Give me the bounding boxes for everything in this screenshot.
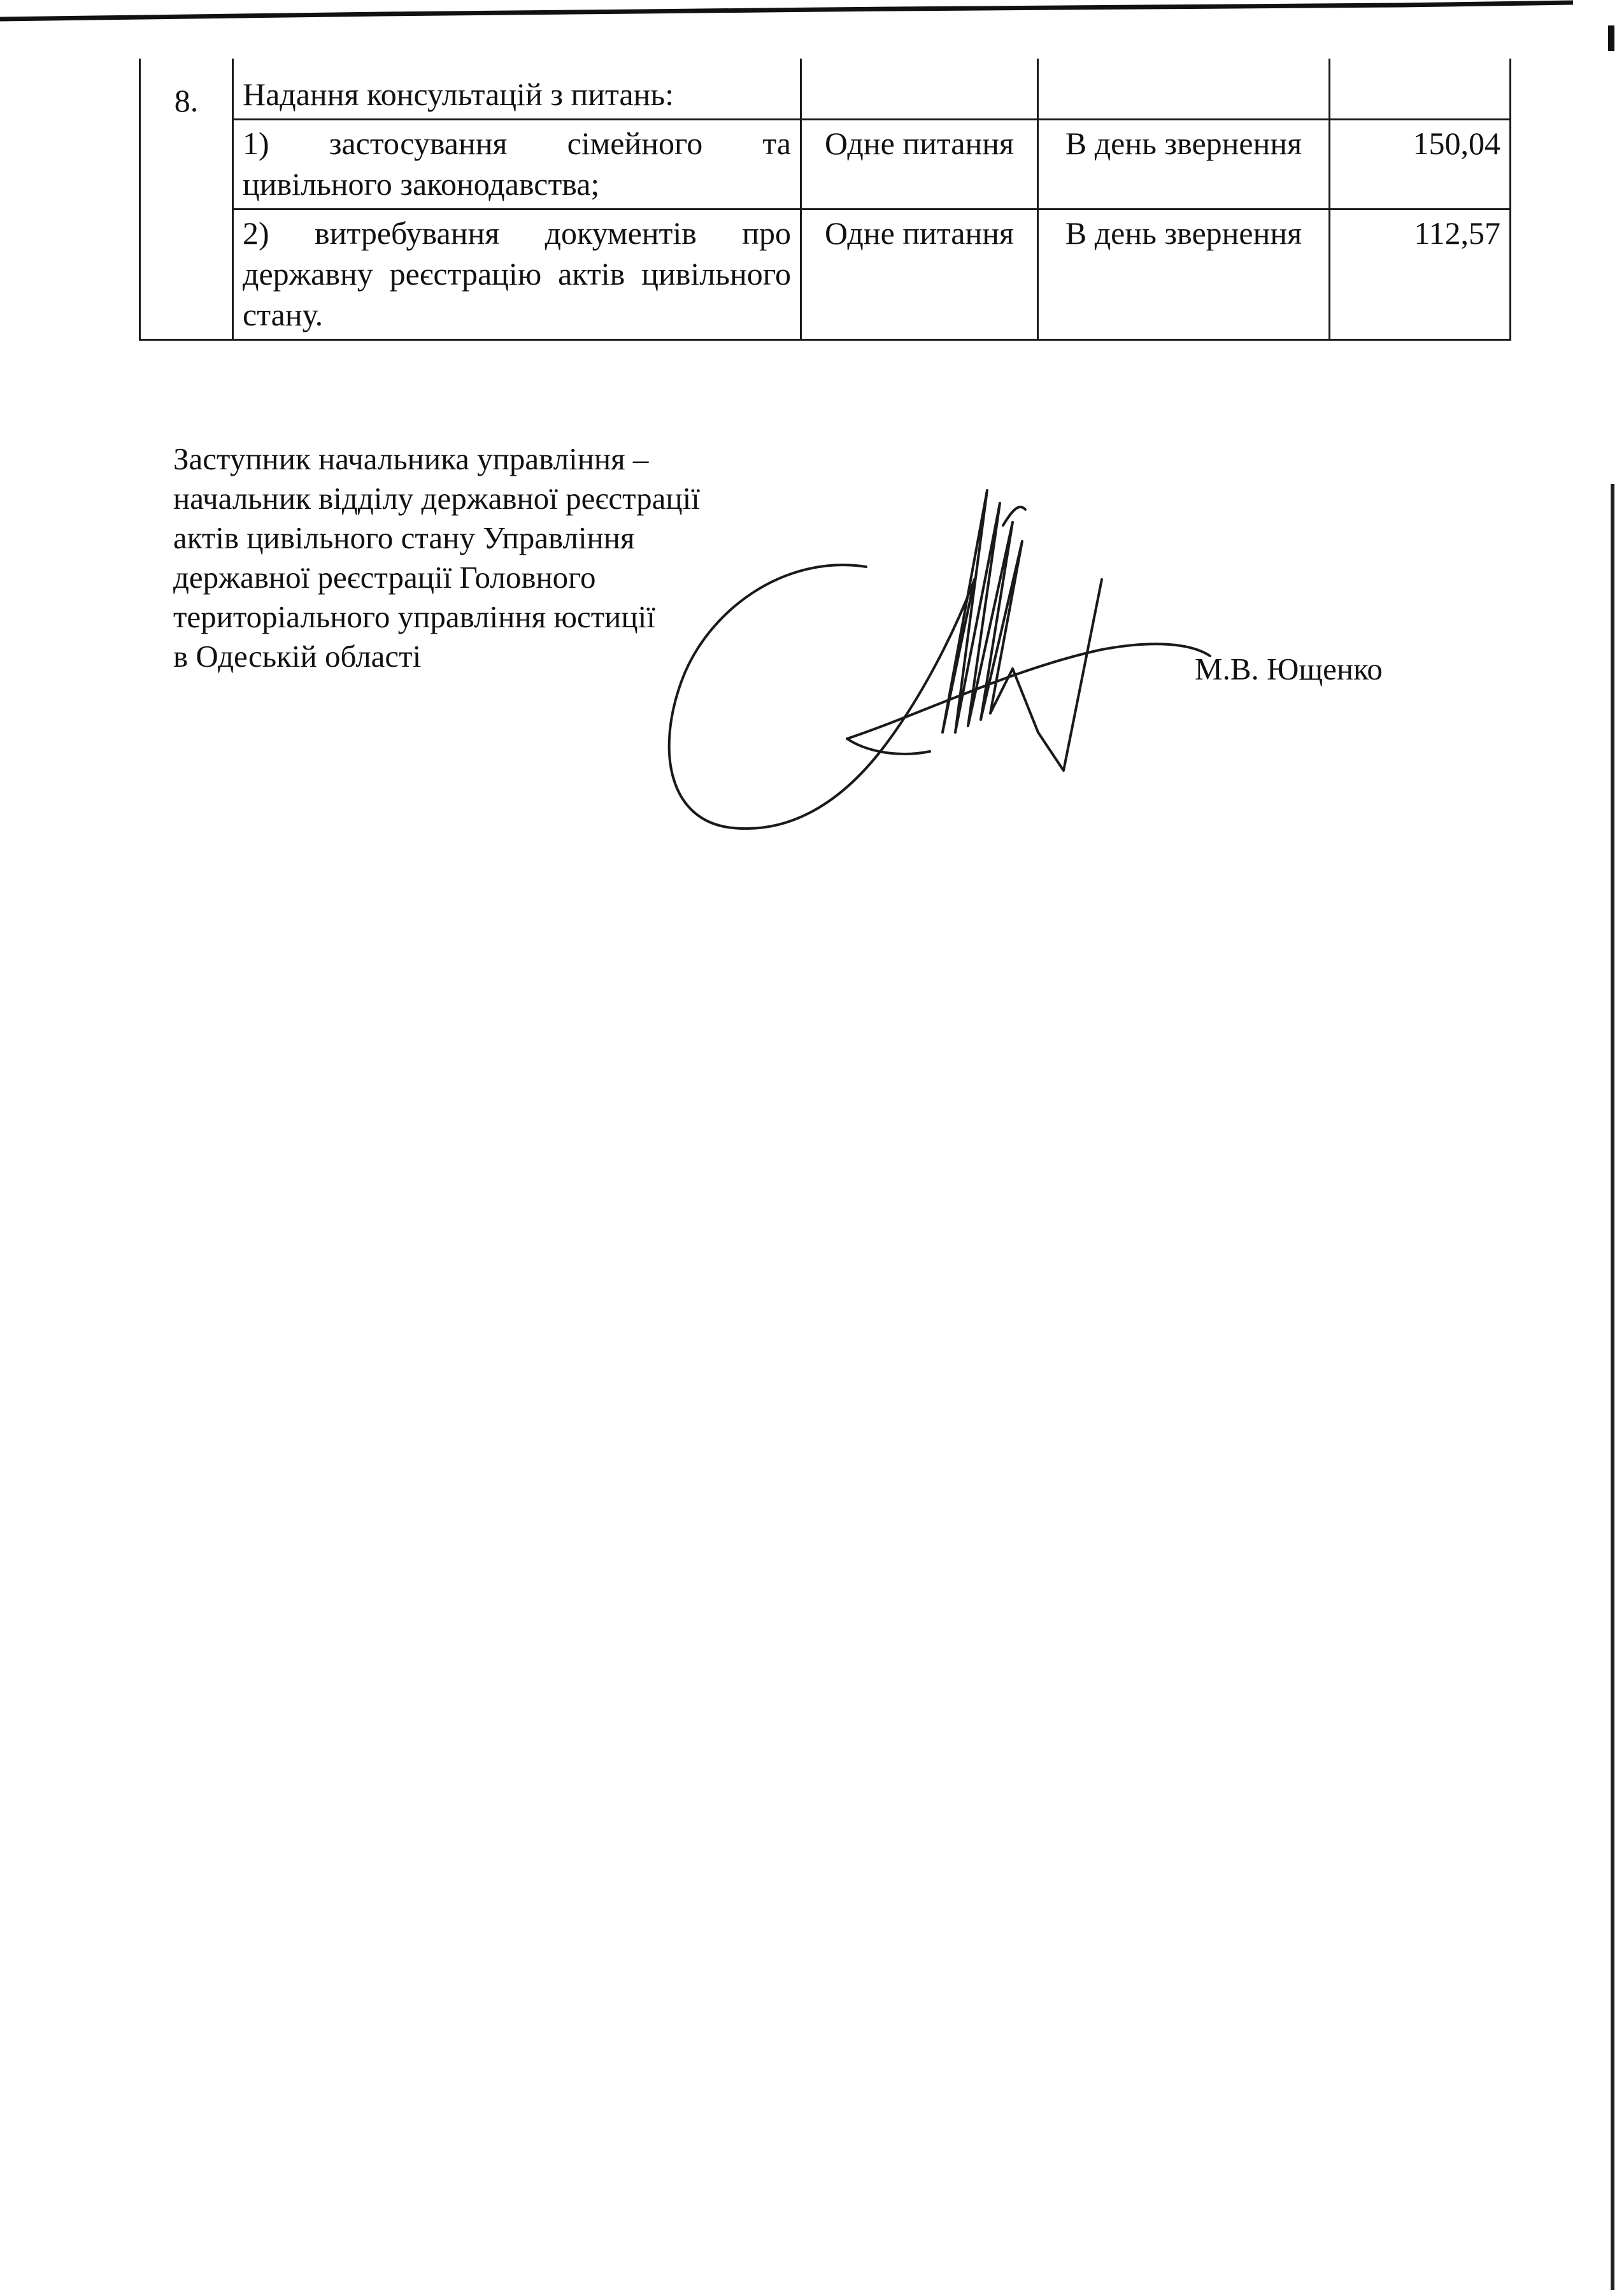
term-cell: В день звернення bbox=[1038, 120, 1330, 210]
row-number: 8. bbox=[174, 83, 199, 118]
price-cell bbox=[1330, 59, 1511, 120]
description-cell: 1) застосування сімейного та цивільного законодавства; bbox=[233, 120, 801, 210]
scan-edge-right bbox=[1602, 25, 1624, 2265]
signatory-title-line: актів цивільного стану Управління bbox=[173, 520, 635, 555]
services-table bbox=[139, 59, 1511, 341]
scan-edge-right-line bbox=[1611, 484, 1614, 2290]
section-heading: Надання консультацій з питань: bbox=[243, 76, 674, 112]
signatory-title-line: територіального управління юстиції bbox=[173, 599, 655, 634]
description-cell: 2) витребування документів про державну реєстрацію актів цивільного стану. bbox=[233, 210, 801, 340]
price-cell: 112,57 bbox=[1330, 210, 1511, 340]
unit-cell: Одне питання bbox=[801, 120, 1038, 210]
table-row bbox=[140, 120, 1511, 210]
handwritten-signature bbox=[656, 465, 1229, 847]
description-cell bbox=[233, 59, 801, 120]
row-number-cell bbox=[140, 59, 233, 340]
scan-edge-top bbox=[0, 0, 1573, 25]
signatory-title-line: в Одеській області bbox=[173, 639, 422, 674]
signatory-title-line: державної реєстрації Головного bbox=[173, 560, 596, 595]
scan-edge-corner bbox=[1608, 25, 1614, 51]
unit-cell bbox=[801, 59, 1038, 120]
table-row bbox=[140, 59, 1511, 120]
signatory-title-line: Заступник начальника управління – bbox=[173, 441, 649, 476]
signatory-title-line: начальник відділу державної реєстрації bbox=[173, 481, 700, 516]
unit-cell: Одне питання bbox=[801, 210, 1038, 340]
table-row bbox=[140, 210, 1511, 340]
signer-name: М.В. Ющенко bbox=[1195, 651, 1383, 686]
term-cell bbox=[1038, 59, 1330, 120]
term-cell: В день звернення bbox=[1038, 210, 1330, 340]
price-cell: 150,04 bbox=[1330, 120, 1511, 210]
scan-edge-top-line bbox=[0, 0, 1573, 25]
